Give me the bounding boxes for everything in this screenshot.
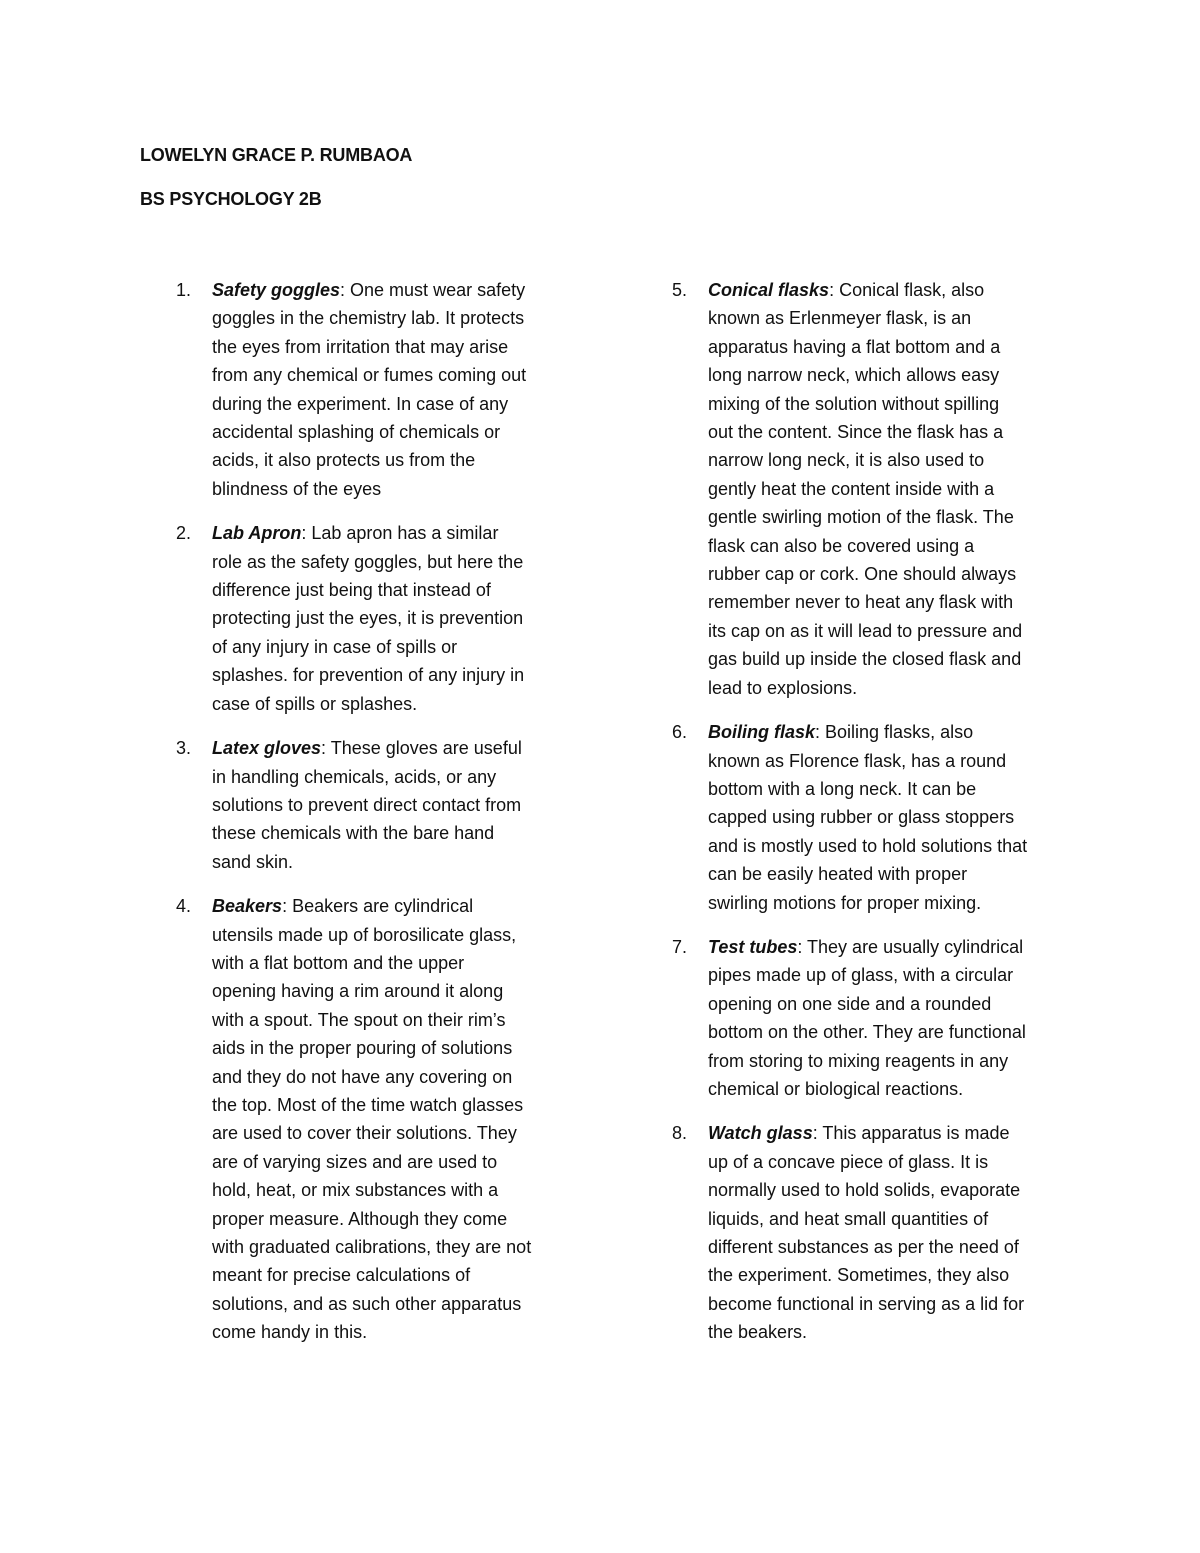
- item-number: 7.: [672, 936, 688, 957]
- item-number: 5.: [672, 280, 688, 300]
- item-number: 3.: [176, 738, 192, 759]
- apparatus-list-left: [172, 276, 532, 1363]
- item-description: : Conical flask, also known as Erlenmeyer flask, is an apparatus having a flat bottom and a long narrow neck, which allows easy mixing of the solution without spilling out the content. Since the flask has a narrow long neck, it is also used to gently heat the content inside with a gentle swirling motion of the flask. The flask can also be covered using a rubber cap or cork. One should always remember never to heat any flask with its cap on as it will lead to pressure and gas build up inside the closed flask and lead to explosions.: [708, 280, 1023, 698]
- item-term: Test tubes: [708, 936, 798, 957]
- list-item: [668, 718, 1028, 917]
- list-item: [172, 892, 532, 1347]
- item-description: : This apparatus is made up of a concave piece of glass. It is normally used to hold solids, evaporate liquids, and heat small quantities of different substances as per the need of the experiment. Sometimes, they also become functional in serving as a lid for the beakers.: [708, 1123, 1025, 1343]
- item-term: Beakers: [212, 896, 283, 917]
- student-name: LOWELYN GRACE P. RUMBAOA: [140, 145, 413, 165]
- item-term: Latex gloves: [212, 738, 322, 759]
- item-description: : Boiling flasks, also known as Florence flask, has a round bottom with a long neck. It can be capped using rubber or glass stoppers and is mostly used to hold solutions that can be easily heated with proper swirling motions for proper mixing.: [708, 722, 1028, 913]
- item-description: : They are usually cylindrical pipes made up of glass, with a circular opening on one side and a rounded bottom on the other. They are functional from storing to mixing reagents in any chemical or biological reactions.: [708, 936, 1026, 1099]
- item-term: Safety goggles: [212, 280, 341, 300]
- course-section: BS PSYCHOLOGY 2B: [140, 189, 322, 209]
- item-number: 8.: [672, 1123, 688, 1144]
- item-number: 6.: [672, 722, 688, 743]
- list-item: [668, 276, 1028, 702]
- list-item: [172, 519, 532, 718]
- item-term: Boiling flask: [708, 722, 816, 743]
- item-number: 2.: [176, 523, 192, 544]
- item-description: : Beakers are cylindrical utensils made up of borosilicate glass, with a flat bottom and the upper opening having a rim around it along with a spout. The spout on their rim’s aids in the proper pouring of solutions and they do not have any covering on the top. Most of the time watch glasses are used to cover their solutions. They are of varying sizes and are used to hold, heat, or mix substances with a proper measure. Although they come with graduated calibrations, they are not meant for precise calculations of solutions, and as such other apparatus come handy in this.: [212, 896, 532, 1343]
- item-description: : These gloves are useful in handling chemicals, acids, or any solutions to prevent direct contact from these chemicals with the bare hand sand skin.: [212, 738, 522, 872]
- list-item: [172, 734, 532, 876]
- item-term: Watch glass: [708, 1123, 813, 1144]
- item-number: 1.: [176, 280, 192, 300]
- item-description: : One must wear safety goggles in the chemistry lab. It protects the eyes from irritation that may arise from any chemical or fumes coming out during the experiment. In case of any accidental splashing of chemicals or acids, it also protects us from the blindness of the eyes: [212, 280, 527, 499]
- list-item: [668, 933, 1028, 1103]
- item-term: Lab Apron: [212, 523, 302, 544]
- list-item: [668, 1119, 1028, 1346]
- item-term: Conical flasks: [708, 280, 830, 300]
- item-number: 4.: [176, 896, 192, 917]
- apparatus-list-right: [668, 276, 1028, 1363]
- list-item: [172, 276, 532, 503]
- item-description: : Lab apron has a similar role as the safety goggles, but here the difference just being that instead of protecting just the eyes, it is prevention of any injury in case of spills or splashes. for prevention of any injury in case of spills or splashes.: [212, 523, 525, 714]
